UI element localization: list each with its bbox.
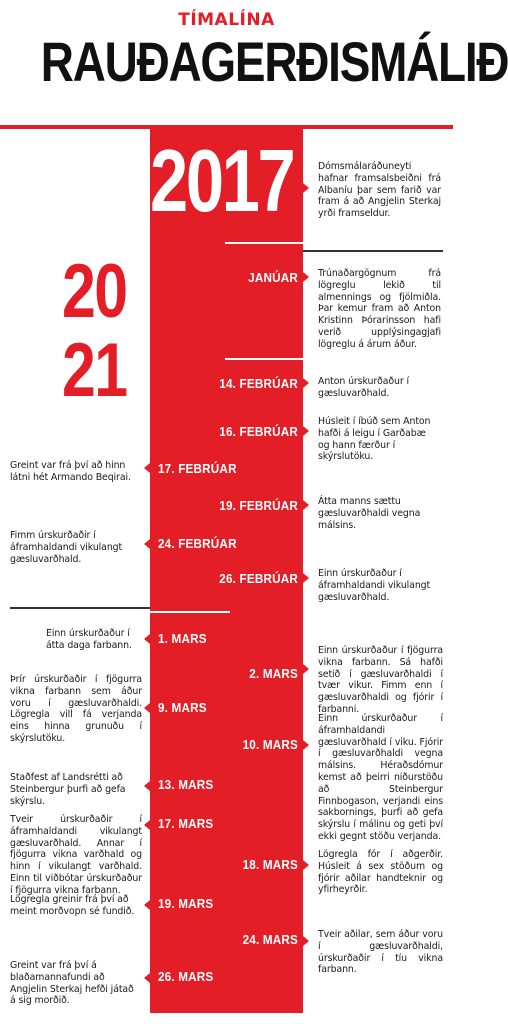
pointer-17-mars [144, 820, 150, 830]
event-19-feb-text: Átta manns sættu gæsluvarðhaldi vegna málsins. [318, 496, 421, 531]
pointer-17-feb [144, 463, 150, 473]
top-rule-left [0, 125, 150, 129]
event-17-feb-text: Greint var frá því að hinn látni hét Armando Beqirai. [10, 460, 131, 483]
year-2021-top: 20 [62, 249, 127, 334]
date-17-mars: 17. MARS [158, 816, 214, 831]
event-26-mars-text: Greint var frá því á blaðamannafundi að Angjelin Sterkaj hefði játað á sig morðið. [10, 960, 134, 1007]
pointer-1-mars [144, 634, 150, 644]
kicker-label: TÍMALÍNA [178, 10, 275, 30]
pointer-13-mars [144, 781, 150, 791]
pointer-19-mars [144, 900, 150, 910]
event-9-mars-text: Þrír úrskurðaðir í fjögurra vikna farbann sem áður voru í gæsluvarðhaldi. Lögregla vill fá verjanda eins hinna grunuðu í skýrslutöku. [10, 674, 142, 744]
date-januar: JANÚAR [248, 270, 298, 285]
pointer-januar [303, 272, 309, 282]
date-24-feb: 24. FEBRÚAR [158, 536, 237, 551]
event-26-feb-text: Einn úrskurðaður í áframhaldandi vikulangt gæsluvarðhald. [318, 568, 431, 603]
pointer-16-feb [303, 426, 309, 436]
event-januar-text: Trúnaðargögnum frá lögreglu lekið til almennings og fjölmiðla. Þar kemur fram að Anton Kristinn Þórarinsson hafi verið upplýsingagjafi lögreglu á árum áður. [318, 268, 441, 350]
event-2-mars-text: Einn úrskurðaður í fjögurra vikna farbann. Sá hafði setið í gæsluvarðhaldi í tvær vikur. Fimm enn í gæsluvarðhaldi og fjórir í farbanni. [318, 645, 443, 715]
date-19-mars: 19. MARS [158, 896, 214, 911]
intro-2017-text: Dómsmálaráðuneyti hafnar framsalsbeiðni frá Albaníu þar sem farið var fram á að Angjelin Sterkaj yrði framseldur. [318, 161, 441, 220]
divider-white-2 [225, 358, 303, 360]
event-17-mars-text: Tveir úrskurðaðir í áframhaldandi vikulangt gæsluvarðhald. Annar í fjögurra vikna varðhald og hinn í vikulangt varðhald. Einn til viðbótar úrskurðaður í fjögurra vikna farbann. [10, 814, 142, 896]
date-16-feb: 16. FEBRÚAR [219, 424, 298, 439]
pointer-14-feb [303, 378, 309, 388]
pointer-26-feb [303, 573, 309, 583]
date-26-mars: 26. MARS [158, 969, 214, 984]
page-title: RAUÐAGERÐISMÁLIÐ [40, 30, 508, 93]
date-14-feb: 14. FEBRÚAR [219, 376, 298, 391]
divider-dark-2 [10, 607, 150, 609]
date-10-mars: 10. MARS [242, 737, 298, 752]
event-14-feb-text: Anton úrskurðaður í gæsluvarðhald. [318, 376, 410, 399]
event-13-mars-text: Staðfest af Landsrétti að Steinbergur þurfi að gefa skýrslu. [10, 772, 126, 807]
top-rule-right [303, 125, 453, 129]
date-9-mars: 9. MARS [158, 700, 207, 715]
event-24-mars-text: Tveir aðilar, sem áður voru í gæsluvarðhaldi, úrskurðaðir í tíu vikna farbann. [318, 929, 443, 976]
date-2-mars: 2. MARS [249, 666, 298, 681]
divider-white-3 [150, 611, 230, 613]
year-2021-bottom: 21 [62, 328, 127, 413]
pointer-18-mars [303, 860, 309, 870]
timeline-spine [150, 125, 303, 1013]
pointer-2-mars [303, 664, 309, 674]
divider-dark-1 [303, 250, 443, 252]
pointer-2017 [303, 183, 309, 193]
event-24-feb-text: Fimm úrskurðaðir í áframhaldandi vikulangt gæsluvarðhald. [10, 530, 123, 565]
date-17-feb: 17. FEBRÚAR [158, 461, 237, 476]
pointer-24-feb [144, 539, 150, 549]
event-10-mars-text: Einn úrskurðaður í áframhaldandi gæsluvarðhald í viku. Fjórir í gæsluvarðhaldi vegna málsins. Héraðsdómur kemst að þeirri niðurstöðu að Steinbergur Finnbogason, verjandi eins sakbornings, þurfi að gefa skýrslu í málinu og geti því ekki gegnt stöðu verjanda. [318, 713, 443, 842]
pointer-24-mars [303, 936, 309, 946]
event-19-mars-text: Lögregla greinir frá því að meint morðvopn sé fundið. [10, 894, 135, 917]
pointer-9-mars [144, 703, 150, 713]
date-13-mars: 13. MARS [158, 777, 214, 792]
pointer-10-mars [303, 740, 309, 750]
event-16-feb-text: Húsleit í íbúð sem Anton hafði á leigu í Garðabæ og hann færður í skýrslutöku. [318, 416, 431, 463]
divider-white-1 [225, 242, 303, 244]
pointer-26-mars [144, 973, 150, 983]
date-19-feb: 19. FEBRÚAR [219, 498, 298, 513]
date-18-mars: 18. MARS [242, 857, 298, 872]
date-1-mars: 1. MARS [158, 631, 207, 646]
event-1-mars-text: Einn úrskurðaður í átta daga farbann. [46, 628, 132, 651]
date-26-feb: 26. FEBRÚAR [219, 571, 298, 586]
year-2017: 2017 [150, 131, 294, 230]
event-18-mars-text: Lögregla fór í aðgerðir. Húsleit á sex stöðum og fjórir aðilar handteknir og yfirheyrðir. [318, 849, 443, 896]
date-24-mars: 24. MARS [242, 932, 298, 947]
pointer-19-feb [303, 500, 309, 510]
